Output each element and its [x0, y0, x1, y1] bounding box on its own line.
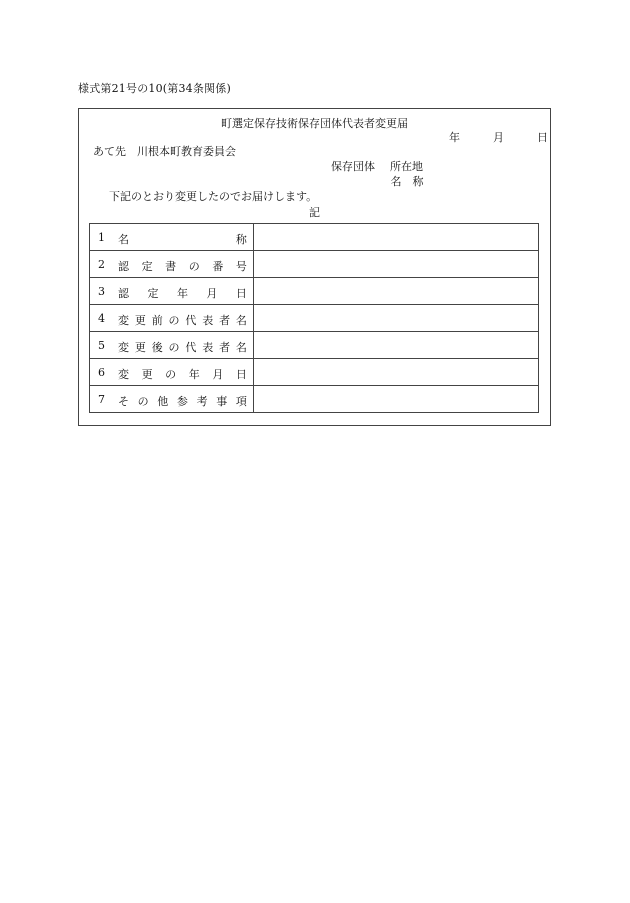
item-label-char: 代: [185, 314, 197, 327]
item-label: [118, 312, 247, 328]
item-label-char: の: [168, 314, 180, 327]
item-label-char: 表: [202, 314, 214, 327]
item-label-char: 名: [235, 341, 247, 354]
organization-name-row: [331, 173, 424, 189]
item-number: 6: [98, 366, 105, 379]
item-value-field[interactable]: [253, 386, 538, 413]
name-label: 名 称: [390, 175, 424, 188]
item-label-char: の: [168, 341, 180, 354]
item-label-char: 認: [118, 287, 129, 300]
item-label-char: 名: [118, 233, 129, 246]
item-number: 1: [98, 231, 105, 244]
item-value-field[interactable]: [253, 278, 538, 305]
item-label: [118, 366, 247, 382]
item-label-char: 事: [216, 395, 228, 408]
item-label: [118, 393, 247, 409]
item-label-char: 号: [235, 260, 247, 273]
item-label-char: の: [137, 395, 149, 408]
item-label-char: 項: [235, 395, 247, 408]
item-label-char: 参: [176, 395, 188, 408]
item-label-char: 変: [118, 368, 129, 381]
item-label-char: 更: [141, 368, 153, 381]
item-label-char: 称: [235, 233, 247, 246]
date-line: [449, 129, 548, 145]
date-month: 月: [493, 131, 504, 144]
item-label: [118, 258, 247, 274]
item-label-char: 代: [185, 341, 197, 354]
item-label-char: そ: [118, 395, 129, 408]
item-label-char: 他: [157, 395, 169, 408]
item-label-char: 書: [165, 260, 177, 273]
item-number: 3: [98, 285, 105, 298]
ki-heading: 記: [309, 206, 320, 219]
item-label-char: 後: [151, 341, 163, 354]
table-row: [90, 305, 539, 332]
item-value-field[interactable]: [253, 251, 538, 278]
table-row: [90, 251, 539, 278]
item-label-char: 表: [202, 341, 214, 354]
item-label-char: 日: [235, 287, 247, 300]
date-day: 日: [537, 131, 548, 144]
item-value-field[interactable]: [253, 224, 538, 251]
item-label-char: 変: [118, 341, 129, 354]
item-number: 7: [98, 393, 105, 406]
form-frame: [78, 108, 551, 426]
item-number: 2: [98, 258, 105, 271]
item-label-cell: [90, 224, 254, 251]
item-label-char: 認: [118, 260, 129, 273]
organization-label: 保存団体: [331, 160, 375, 173]
item-label-char: 者: [219, 341, 231, 354]
organization-location-row: [331, 158, 423, 174]
item-label: [118, 339, 247, 355]
item-label-char: 更: [134, 314, 146, 327]
item-label-char: 定: [141, 260, 153, 273]
item-label-char: 月: [212, 368, 224, 381]
item-label-char: 年: [176, 287, 188, 300]
item-value-field[interactable]: [253, 305, 538, 332]
item-label-cell: [90, 386, 254, 413]
item-label-cell: [90, 278, 254, 305]
item-label-char: の: [165, 368, 177, 381]
table-row: [90, 332, 539, 359]
item-number: 5: [98, 339, 105, 352]
table-row: [90, 278, 539, 305]
table-row: [90, 386, 539, 413]
item-label-char: 前: [151, 314, 163, 327]
item-label-char: の: [188, 260, 200, 273]
item-label-cell: [90, 332, 254, 359]
item-label-char: 定: [147, 287, 159, 300]
table-row: [90, 359, 539, 386]
item-label-char: 日: [235, 368, 247, 381]
notice-text: 下記のとおり変更したのでお届けします。: [109, 190, 318, 203]
addressee: あて先 川根本町教育委員会: [93, 145, 236, 158]
item-label-char: 変: [118, 314, 129, 327]
items-table: [89, 223, 539, 413]
item-label-char: 番: [212, 260, 224, 273]
item-label-cell: [90, 305, 254, 332]
table-row: [90, 224, 539, 251]
document-title: 町選定保存技術保存団体代表者変更届: [221, 117, 408, 130]
item-label: [118, 285, 247, 301]
location-label: 所在地: [390, 160, 423, 173]
form-number-label: 様式第21号の10(第34条関係): [78, 82, 231, 95]
item-label-char: 月: [206, 287, 218, 300]
item-label-char: 更: [134, 341, 146, 354]
item-label-char: 名: [235, 314, 247, 327]
item-label-char: 者: [219, 314, 231, 327]
item-label: [118, 231, 247, 247]
item-label-char: 考: [196, 395, 208, 408]
item-value-field[interactable]: [253, 332, 538, 359]
date-year: 年: [449, 131, 460, 144]
item-label-char: 年: [188, 368, 200, 381]
item-value-field[interactable]: [253, 359, 538, 386]
item-number: 4: [98, 312, 105, 325]
item-label-cell: [90, 359, 254, 386]
item-label-cell: [90, 251, 254, 278]
